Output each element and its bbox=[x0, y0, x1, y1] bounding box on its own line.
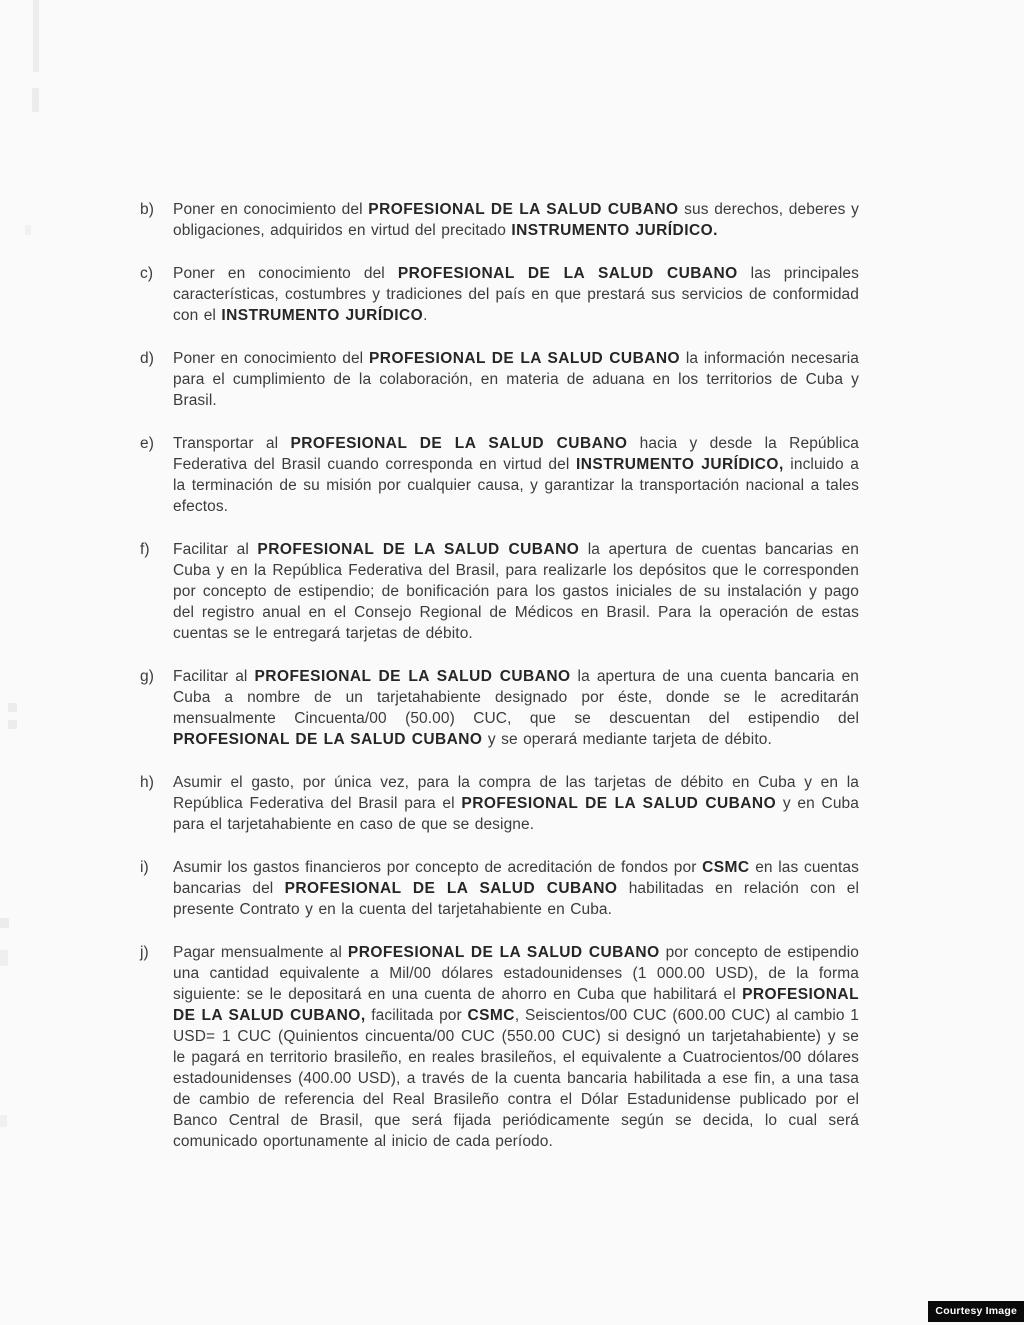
clause-text: Poner en conocimiento del PROFESIONAL DE LA SALUD CUBANO las principales características, costumbres y tradiciones del país en que prestará sus servicios de conformidad con el INSTRUMENTO JURÍDICO. bbox=[173, 265, 859, 324]
scan-artifact bbox=[8, 703, 17, 712]
scan-artifact bbox=[32, 88, 39, 112]
scan-artifact bbox=[8, 720, 17, 729]
contract-clause bbox=[140, 263, 859, 326]
courtesy-image-badge: Courtesy Image bbox=[928, 1301, 1024, 1322]
clause-text: Asumir los gastos financieros por concepto de acreditación de fondos por CSMC en las cuentas bancarias del PROFESIONAL DE LA SALUD CUBANO habilitadas en relación con el presente Contrato y en la cuenta del tarjetahabiente en Cuba. bbox=[173, 859, 859, 918]
scan-artifact bbox=[33, 0, 39, 72]
clause-text: Asumir el gasto, por única vez, para la compra de las tarjetas de débito en Cuba y en la República Federativa del Brasil para el PROFESIONAL DE LA SALUD CUBANO y en Cuba para el tarjetahabiente en caso de que se designe. bbox=[173, 774, 859, 833]
contract-clause bbox=[140, 539, 859, 644]
scan-artifact bbox=[0, 950, 8, 966]
clause-text: Poner en conocimiento del PROFESIONAL DE LA SALUD CUBANO sus derechos, deberes y obligaciones, adquiridos en virtud del precitado INSTRUMENTO JURÍDICO. bbox=[173, 201, 859, 239]
clause-text: Pagar mensualmente al PROFESIONAL DE LA SALUD CUBANO por concepto de estipendio una cantidad equivalente a Mil/00 dólares estadounidenses (1 000.00 USD), de la forma siguiente: se le depositará en una cuenta de ahorro en Cuba que habilitará el PROFESIONAL DE LA SALUD CUBANO, facilitada por CSMC, Seiscientos/00 CUC (600.00 CUC) al cambio 1 USD= 1 CUC (Quinientos cincuenta/00 CUC (550.00 CUC) si designó un tarjetahabiente) y se le pagará en territorio brasileño, en reales brasileños, el equivalente a Cuatrocientos/00 dólares estadounidenses (400.00 USD), a través de la cuenta bancaria habilitada a ese fin, a una tasa de cambio de referencia del Real Brasileño contra el Dólar Estadunidense publicado por el Banco Central de Brasil, que será fijada periódicamente según se decida, lo cual será comunicado oportunamente al inicio de cada período. bbox=[173, 944, 859, 1150]
scan-artifact bbox=[25, 225, 31, 235]
scan-artifact bbox=[0, 1115, 7, 1127]
clause-letter: b) bbox=[140, 201, 154, 218]
document-body bbox=[140, 199, 859, 1152]
clause-letter: i) bbox=[140, 859, 149, 876]
clause-letter: g) bbox=[140, 668, 154, 685]
clause-letter: e) bbox=[140, 435, 154, 452]
contract-clause bbox=[140, 199, 859, 241]
contract-clause bbox=[140, 857, 859, 920]
scan-artifact bbox=[0, 918, 9, 928]
clause-letter: c) bbox=[140, 265, 154, 282]
clause-text: Facilitar al PROFESIONAL DE LA SALUD CUBANO la apertura de cuentas bancarias en Cuba y en la República Federativa del Brasil, para realizarle los depósitos que le corresponden por concepto de estipendio; de bonificación para los gastos iniciales de su instalación y pago del registro anual en el Consejo Regional de Médicos en Brasil. Para la operación de estas cuentas se le entregará tarjetas de débito. bbox=[173, 541, 859, 642]
contract-clause bbox=[140, 348, 859, 411]
clause-text: Poner en conocimiento del PROFESIONAL DE LA SALUD CUBANO la información necesaria para el cumplimiento de la colaboración, en materia de aduana en los territorios de Cuba y Brasil. bbox=[173, 350, 859, 409]
clause-letter: d) bbox=[140, 350, 154, 367]
contract-clause bbox=[140, 433, 859, 517]
contract-clause bbox=[140, 942, 859, 1152]
clause-text: Facilitar al PROFESIONAL DE LA SALUD CUBANO la apertura de una cuenta bancaria en Cuba a nombre de un tarjetahabiente designado por éste, donde se le acreditarán mensualmente Cincuenta/00 (50.00) CUC, que se descuentan del estipendio del PROFESIONAL DE LA SALUD CUBANO y se operará mediante tarjeta de débito. bbox=[173, 668, 860, 748]
contract-clause bbox=[140, 772, 859, 835]
clause-letter: f) bbox=[140, 541, 150, 558]
contract-clause bbox=[140, 666, 859, 750]
clause-letter: h) bbox=[140, 774, 154, 791]
clause-text: Transportar al PROFESIONAL DE LA SALUD CUBANO hacia y desde la República Federativa del Brasil cuando corresponda en virtud del INSTRUMENTO JURÍDICO, incluido a la terminación de su misión por cualquier causa, y garantizar la transportación nacional a tales efectos. bbox=[173, 435, 860, 515]
clause-letter: j) bbox=[140, 944, 149, 961]
